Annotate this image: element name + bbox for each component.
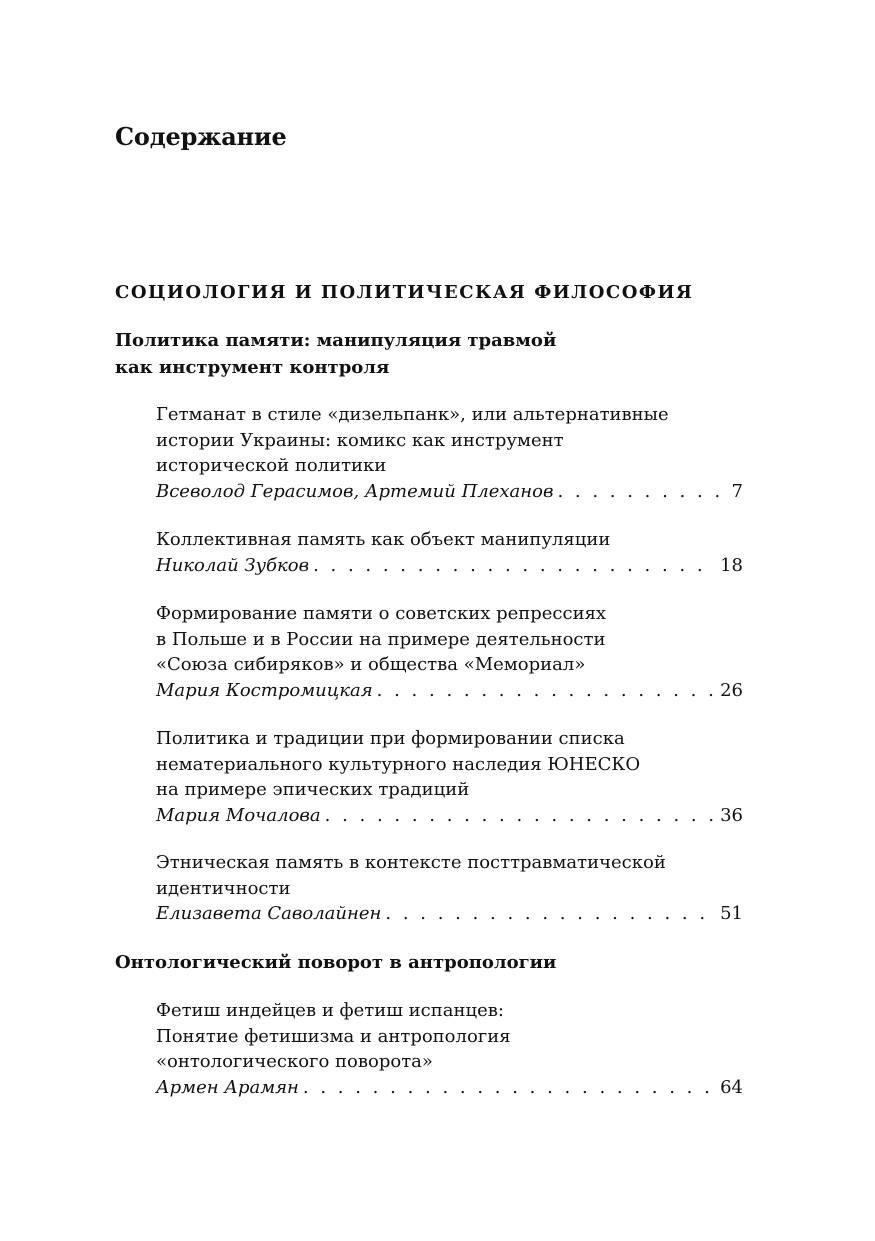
entry-title-line: Политика и традиции при формировании списка xyxy=(156,728,625,749)
entry-page-number: 26 xyxy=(720,679,743,701)
entry-page-number: 51 xyxy=(720,903,743,924)
toc-entry[interactable] xyxy=(156,850,743,927)
dot-leader xyxy=(325,803,714,829)
entry-author-row xyxy=(156,678,743,704)
toc-entry[interactable] xyxy=(156,998,743,1100)
entry-author: Николай Зубков xyxy=(156,554,310,576)
page-title: Содержание xyxy=(115,122,287,151)
entry-author: Армен Арамян xyxy=(156,1076,299,1098)
entry-title-line: идентичности xyxy=(156,877,291,899)
entry-title-line: истории Украины: комикс как инструмент xyxy=(156,429,564,451)
entry-page-number: 7 xyxy=(731,480,743,502)
entry-title-line: Этническая память в контексте посттравматической xyxy=(156,852,666,873)
entry-title-line: «Союза сибиряков» и общества «Мемориал» xyxy=(156,654,586,675)
entry-title-line: Фетиш индейцев и фетиш испанцев: xyxy=(156,1000,504,1021)
entry-title-line: Гетманат в стиле «дизельпанк», или альтернативные xyxy=(156,404,669,425)
entry-author: Мария Мочалова xyxy=(156,804,321,826)
dot-leader xyxy=(377,678,714,704)
entry-title-line: Формирование памяти о советских репрессиях xyxy=(156,603,607,624)
entry-page-number: 18 xyxy=(720,554,743,576)
entry-title-line: нематериального культурного наследия ЮНЕСКО xyxy=(156,753,641,775)
entry-author: Мария Костромицкая xyxy=(156,679,373,701)
entry-page-number: 36 xyxy=(720,804,743,826)
entry-author-row xyxy=(156,803,743,829)
subsection-heading xyxy=(115,327,556,381)
entry-author-row xyxy=(156,553,743,579)
entry-author: Всеволод Герасимов, Артемий Плеханов xyxy=(156,480,554,502)
toc-entry[interactable] xyxy=(156,726,743,828)
subsection-heading-line: Онтологический поворот в антропологии xyxy=(115,952,557,973)
toc-entry[interactable] xyxy=(156,527,743,578)
dot-leader xyxy=(385,901,714,927)
entry-title-line: в Польше и в России на примере деятельности xyxy=(156,628,606,650)
entry-title-line: Коллективная память как объект манипуляции xyxy=(156,529,611,550)
dot-leader xyxy=(303,1075,714,1101)
entry-title-line: на примере эпических традиций xyxy=(156,779,470,800)
toc-entry[interactable] xyxy=(156,402,743,504)
subsection-heading xyxy=(115,949,556,976)
entry-author-row xyxy=(156,901,743,927)
entry-author: Елизавета Саволайнен xyxy=(156,903,382,924)
entry-title-line: «онтологического поворота» xyxy=(156,1051,433,1072)
toc-entry[interactable] xyxy=(156,601,743,703)
entry-title-line: Понятие фетишизма и антропология xyxy=(156,1025,511,1047)
entry-author-row xyxy=(156,1075,743,1101)
dot-leader xyxy=(557,479,725,505)
section-heading: СОЦИОЛОГИЯ И ПОЛИТИЧЕСКАЯ ФИЛОСОФИЯ xyxy=(115,282,694,303)
entry-page-number: 64 xyxy=(720,1076,743,1098)
entry-title-line: исторической политики xyxy=(156,455,387,476)
dot-leader xyxy=(313,553,714,579)
subsection-heading-line: Политика памяти: манипуляция травмой xyxy=(115,330,557,351)
entry-author-row xyxy=(156,479,743,505)
subsection-heading-line: как инструмент контроля xyxy=(115,357,390,378)
